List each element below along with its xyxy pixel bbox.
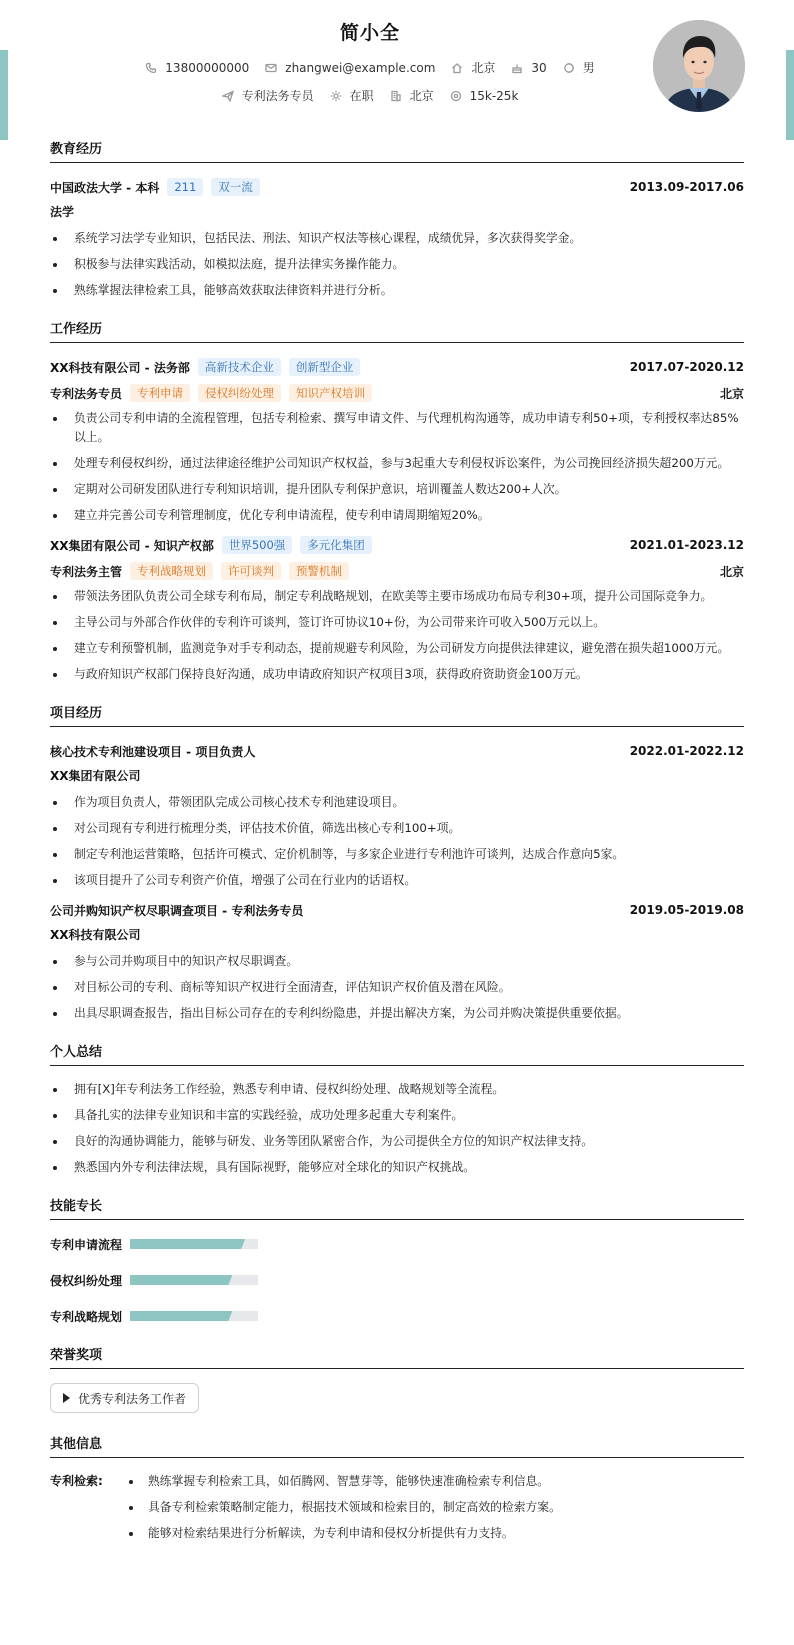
education-entry-head	[50, 177, 744, 197]
award-name: 优秀专利法务工作者	[78, 1391, 187, 1406]
job-role: 专利法务专员	[50, 386, 123, 401]
mail-icon	[265, 62, 277, 74]
other-section	[50, 1433, 744, 1556]
list-item: 拥有[X]年专利法务工作经验，熟悉专利申请、侵权纠纷处理、战略规划等全流程。	[50, 1080, 744, 1099]
education-section	[50, 138, 744, 300]
email-text: zhangwei@example.com	[285, 60, 436, 75]
section-title: 其他信息	[50, 1433, 744, 1458]
job-city: 北京	[719, 564, 744, 579]
skill-bar-fill	[130, 1239, 245, 1249]
company-tag: 世界500强	[222, 536, 292, 554]
project-org: XX科技有限公司	[50, 928, 141, 942]
list-item: 能够对检索结果进行分析解读，为专利申请和侵权分析提供有力支持。	[126, 1524, 744, 1543]
list-item: 处理专利侵权纠纷，通过法律途径维护公司知识产权权益，参与3起重大专利侵权诉讼案件，为公司挽回经济损失超200万元。	[50, 454, 744, 473]
awards-section	[50, 1344, 744, 1429]
role-tag: 知识产权培训	[289, 384, 372, 402]
project-name: 核心技术专利池建设项目 - 项目负责人	[50, 744, 256, 759]
status-item	[330, 87, 374, 104]
project-date: 2022.01-2022.12	[629, 744, 744, 758]
play-icon	[63, 1393, 70, 1403]
other-bullets	[126, 1472, 744, 1550]
list-item: 良好的沟通协调能力，能够与研发、业务等团队紧密合作，为公司提供全方位的知识产权法律支持。	[50, 1132, 744, 1151]
skill-bar	[130, 1311, 258, 1321]
list-item: 参与公司并购项目中的知识产权尽职调查。	[50, 952, 744, 971]
job-bullets	[50, 409, 744, 525]
portrait-image	[653, 20, 745, 112]
company-tag: 多元化集团	[300, 536, 372, 554]
list-item: 该项目提升了公司专利资产价值，增强了公司在行业内的话语权。	[50, 871, 744, 890]
school-tag: 211	[167, 178, 203, 196]
job-role: 专利法务主管	[50, 564, 123, 579]
skill-bar	[130, 1239, 258, 1249]
project-org: XX集团有限公司	[50, 769, 141, 783]
list-item: 与政府知识产权部门保持良好沟通，成功申请政府知识产权项目3项，获得政府资助资金100万元。	[50, 665, 744, 684]
list-item: 具备专利检索策略制定能力，根据技术领域和检索目的，制定高效的检索方案。	[126, 1498, 744, 1517]
skill-name: 侵权纠纷处理	[50, 1273, 123, 1288]
city-text: 北京	[409, 89, 434, 103]
other-label: 专利检索:	[50, 1474, 103, 1488]
location-text: 北京	[471, 61, 496, 75]
phone-text: 13800000000	[165, 60, 250, 75]
project-bullets	[50, 952, 744, 1023]
list-item: 熟练掌握法律检索工具，能够高效获取法律资料并进行分析。	[50, 281, 744, 300]
role-tag: 侵权纠纷处理	[198, 384, 281, 402]
contact-row	[0, 59, 740, 76]
skill-item	[50, 1306, 400, 1326]
city-item	[390, 87, 434, 104]
candidate-name: 简小全	[339, 22, 400, 44]
skill-item	[50, 1234, 400, 1254]
skills-section	[50, 1195, 744, 1342]
company-name: XX科技有限公司 - 法务部	[50, 360, 190, 375]
phone-icon	[145, 62, 157, 74]
list-item: 主导公司与外部合作伙伴的专利许可谈判，签订许可协议10+份，为公司带来许可收入500万元以上。	[50, 613, 744, 632]
role-tag: 专利申请	[130, 384, 190, 402]
job-date: 2021.01-2023.12	[629, 538, 744, 552]
age-item	[511, 61, 546, 75]
job-entry	[50, 357, 744, 525]
role-tag: 预警机制	[289, 562, 349, 580]
section-title: 项目经历	[50, 702, 744, 727]
company-tag: 创新型企业	[289, 358, 361, 376]
coin-icon	[450, 90, 462, 102]
cake-icon	[511, 62, 523, 74]
project-date: 2019.05-2019.08	[629, 903, 744, 917]
building-icon	[390, 90, 402, 102]
list-item: 带领法务团队负责公司全球专利布局，制定专利战略规划，在欧美等主要市场成功布局专利30+项，提升公司国际竞争力。	[50, 587, 744, 606]
gender-text: 男	[582, 61, 595, 75]
project-entry	[50, 900, 744, 1023]
status-text: 在职	[349, 89, 374, 103]
skill-name: 专利战略规划	[50, 1309, 123, 1324]
company-name: XX集团有限公司 - 知识产权部	[50, 538, 214, 553]
work-section	[50, 318, 744, 684]
send-icon	[222, 90, 234, 102]
skills-list	[50, 1234, 744, 1342]
company-tag: 高新技术企业	[198, 358, 281, 376]
other-entry	[50, 1472, 744, 1556]
email-item	[265, 61, 435, 75]
role-tag: 许可谈判	[221, 562, 281, 580]
project-name: 公司并购知识产权尽职调查项目 - 专利法务专员	[50, 903, 304, 918]
resume-body	[50, 138, 744, 1556]
list-item: 熟练掌握专利检索工具，如佰腾网、智慧芽等，能够快速准确检索专利信息。	[126, 1472, 744, 1491]
list-item: 作为项目负责人，带领团队完成公司核心技术专利池建设项目。	[50, 793, 744, 812]
project-entry	[50, 741, 744, 890]
skill-name: 专利申请流程	[50, 1237, 123, 1252]
location-item	[451, 59, 495, 76]
section-title: 技能专长	[50, 1195, 744, 1220]
list-item: 熟悉国内外专利法律法规，具有国际视野，能够应对全球化的知识产权挑战。	[50, 1158, 744, 1177]
school-tag: 双一流	[211, 178, 260, 196]
education-bullets	[50, 229, 744, 300]
school-name: 中国政法大学 - 本科	[50, 180, 160, 195]
list-item: 建立并完善公司专利管理制度，优化专利申请流程，使专利申请周期缩短20%。	[50, 506, 744, 525]
list-item: 建立专利预警机制，监测竞争对手专利动态，提前规避专利风险，为公司研发方向提供法律建议，避免潜在损失超1000万元。	[50, 639, 744, 658]
section-title: 个人总结	[50, 1041, 744, 1066]
salary-text: 15k-25k	[469, 88, 519, 103]
skill-bar-fill	[130, 1275, 232, 1285]
projects-section	[50, 702, 744, 1023]
job-intent-row	[0, 87, 740, 104]
major-name: 法学	[50, 205, 75, 219]
gear-icon	[330, 90, 342, 102]
list-item: 积极参与法律实践活动，如模拟法庭，提升法律实务操作能力。	[50, 255, 744, 274]
job-target-item	[222, 87, 314, 104]
list-item: 出具尽职调查报告，指出目标公司存在的专利纠纷隐患，并提出解决方案，为公司并购决策提供重要依据。	[50, 1004, 744, 1023]
salary-item	[450, 89, 519, 103]
avatar	[653, 20, 745, 112]
section-title: 教育经历	[50, 138, 744, 163]
summary-section	[50, 1041, 744, 1177]
resume-header	[0, 0, 794, 130]
project-bullets	[50, 793, 744, 890]
list-item: 负责公司专利申请的全流程管理，包括专利检索、撰写申请文件、与代理机构沟通等，成功申请专利50+项，专利授权率达85%以上。	[50, 409, 744, 447]
award-item	[50, 1383, 199, 1413]
home-icon	[451, 62, 463, 74]
skill-bar-fill	[130, 1311, 232, 1321]
skill-item	[50, 1270, 400, 1290]
skill-bar	[130, 1275, 258, 1285]
job-date: 2017.07-2020.12	[629, 360, 744, 374]
job-entry	[50, 535, 744, 684]
education-date: 2013.09-2017.06	[629, 180, 744, 194]
section-title: 荣誉奖项	[50, 1344, 744, 1369]
phone-item	[145, 61, 249, 75]
role-tag: 专利战略规划	[130, 562, 213, 580]
job-target-text: 专利法务专员	[241, 89, 314, 103]
gender-item	[563, 59, 595, 76]
job-bullets	[50, 587, 744, 684]
list-item: 定期对公司研发团队进行专利知识培训，提升团队专利保护意识，培训覆盖人数达200+人次。	[50, 480, 744, 499]
list-item: 系统学习法学专业知识，包括民法、刑法、知识产权法等核心课程，成绩优异，多次获得奖学金。	[50, 229, 744, 248]
list-item: 具备扎实的法律专业知识和丰富的实践经验，成功处理多起重大专利案件。	[50, 1106, 744, 1125]
list-item: 对目标公司的专利、商标等知识产权进行全面清查，评估知识产权价值及潜在风险。	[50, 978, 744, 997]
age-text: 30	[531, 60, 547, 75]
job-city: 北京	[719, 386, 744, 401]
summary-bullets	[50, 1080, 744, 1177]
list-item: 对公司现有专利进行梳理分类，评估技术价值，筛选出核心专利100+项。	[50, 819, 744, 838]
list-item: 制定专利池运营策略，包括许可模式、定价机制等，与多家企业进行专利池许可谈判，达成合作意向5家。	[50, 845, 744, 864]
section-title: 工作经历	[50, 318, 744, 343]
gender-icon	[563, 62, 575, 74]
